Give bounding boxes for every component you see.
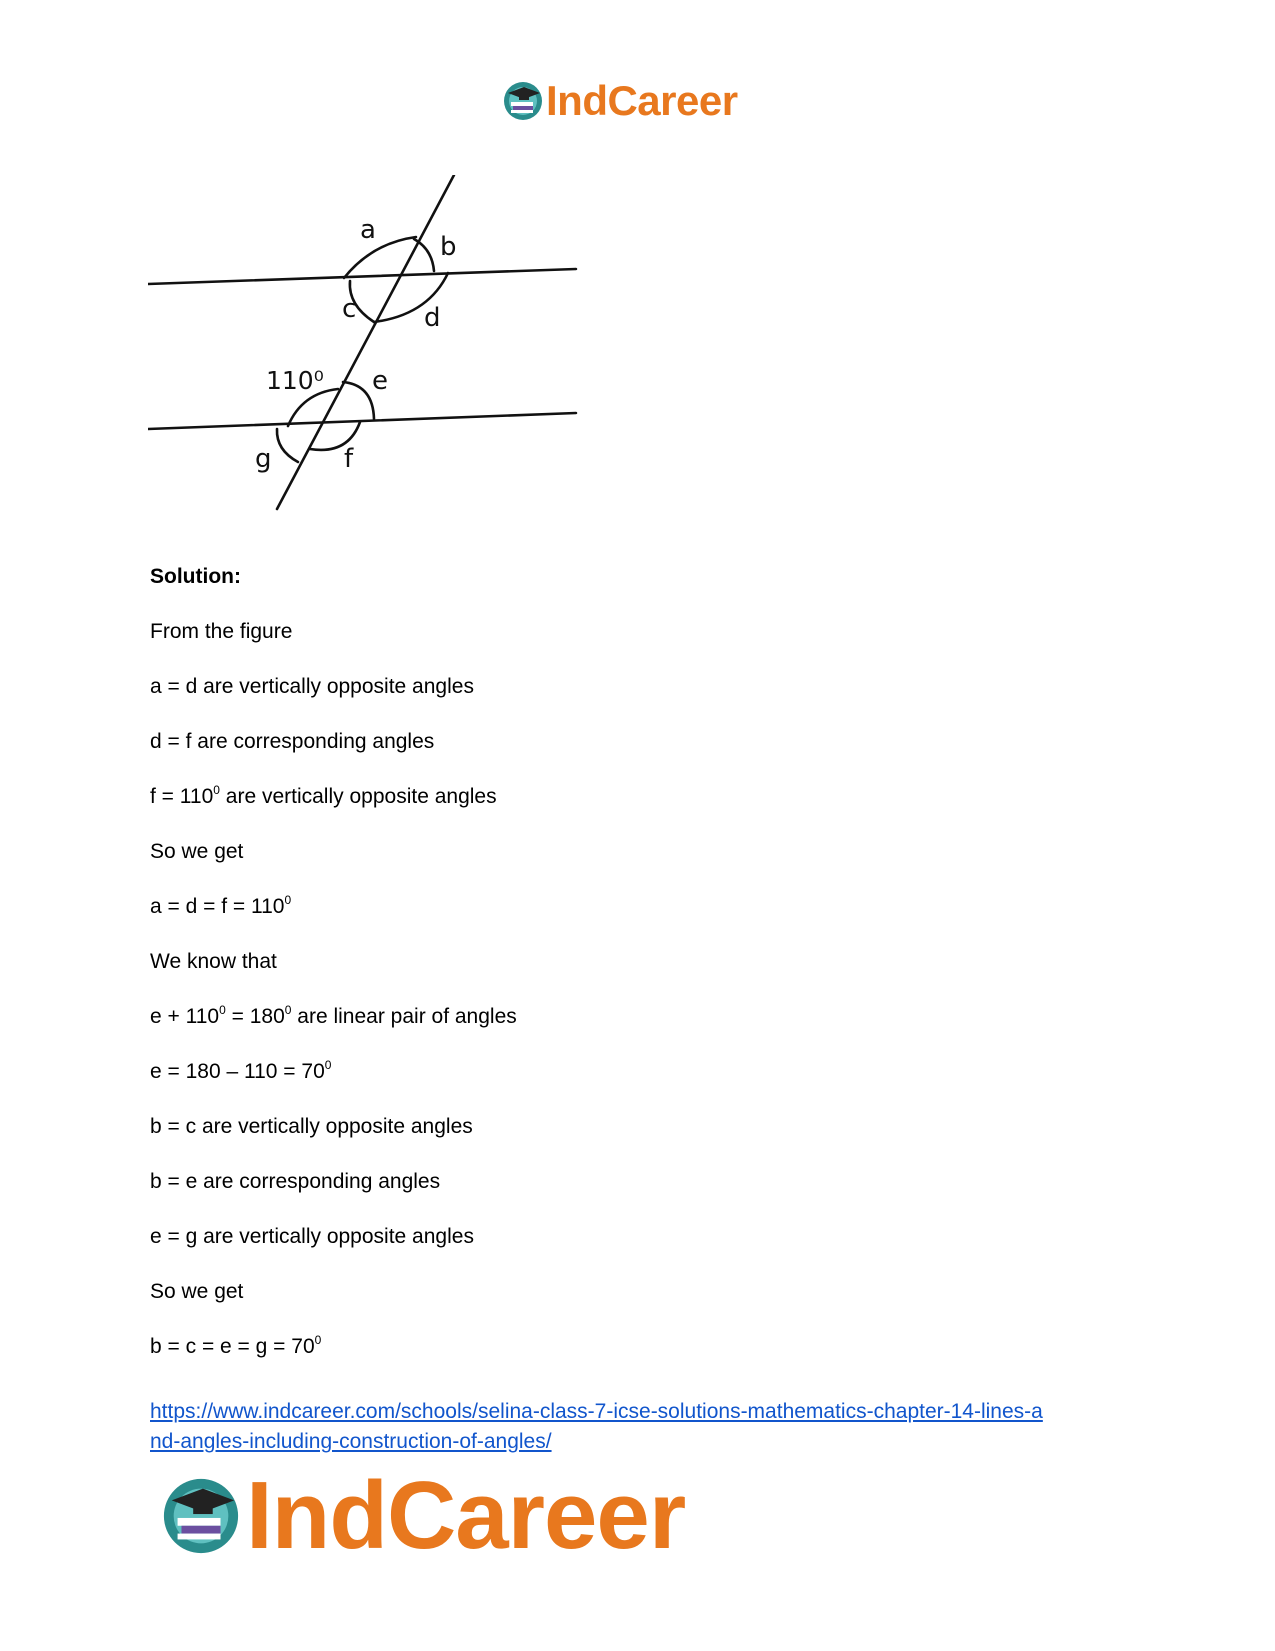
solution-heading: Solution:	[150, 565, 241, 588]
logo-globe-icon	[502, 80, 544, 122]
solution-line: So we get	[150, 840, 244, 863]
indcareer-logo-footer	[160, 1462, 686, 1569]
solution-line: b = c are vertically opposite angles	[150, 1115, 473, 1138]
solution-line: d = f are corresponding angles	[150, 730, 435, 753]
solution-line: We know that	[150, 950, 277, 973]
label-b: b	[440, 232, 457, 262]
arc-g	[277, 429, 298, 462]
solution-line: a = d are vertically opposite angles	[150, 675, 474, 698]
label-g: g	[255, 444, 272, 474]
logo-text: IndCareer	[546, 77, 738, 124]
label-e: e	[372, 366, 388, 396]
arc-a	[344, 237, 416, 278]
solution-line: $e = 180 - 110 = 70^0$	[150, 1058, 332, 1083]
solution-line: $f = 110^0$ are vertically opposite angles	[150, 783, 497, 808]
solution-line: e = g are vertically opposite angles	[150, 1225, 474, 1248]
label-f: f	[344, 444, 354, 474]
label-c: c	[342, 294, 357, 324]
indcareer-logo-header	[502, 77, 738, 124]
parallel-lines-figure	[148, 175, 588, 525]
solution-line: From the figure	[150, 620, 293, 643]
solution-line: $e + 110^0 = 180^0$ are linear pair of angles	[150, 1003, 517, 1028]
solution-line: b = e are corresponding angles	[150, 1170, 441, 1193]
solution-line: $a = d = f = 110^0$	[150, 893, 292, 918]
logo-globe-icon	[160, 1475, 242, 1557]
logo-text: IndCareer	[246, 1462, 686, 1569]
solution-line: So we get	[150, 1280, 244, 1303]
source-link-line-2: nd-angles-including-construction-of-angles/	[150, 1430, 552, 1453]
upper-parallel-line	[148, 269, 576, 284]
solution-body	[150, 565, 1150, 1390]
source-link[interactable]	[150, 1397, 1150, 1457]
solution-line: $b = c = e = g = 70^0$	[150, 1333, 322, 1358]
lower-parallel-line	[148, 413, 576, 429]
label-110: 110⁰	[266, 366, 324, 395]
label-a: a	[360, 215, 376, 245]
source-link-line-1: https://www.indcareer.com/schools/selina-class-7-icse-solutions-mathematics-chapter-14-lines-a	[150, 1400, 1043, 1423]
label-d: d	[424, 303, 441, 333]
arc-e	[343, 382, 374, 419]
